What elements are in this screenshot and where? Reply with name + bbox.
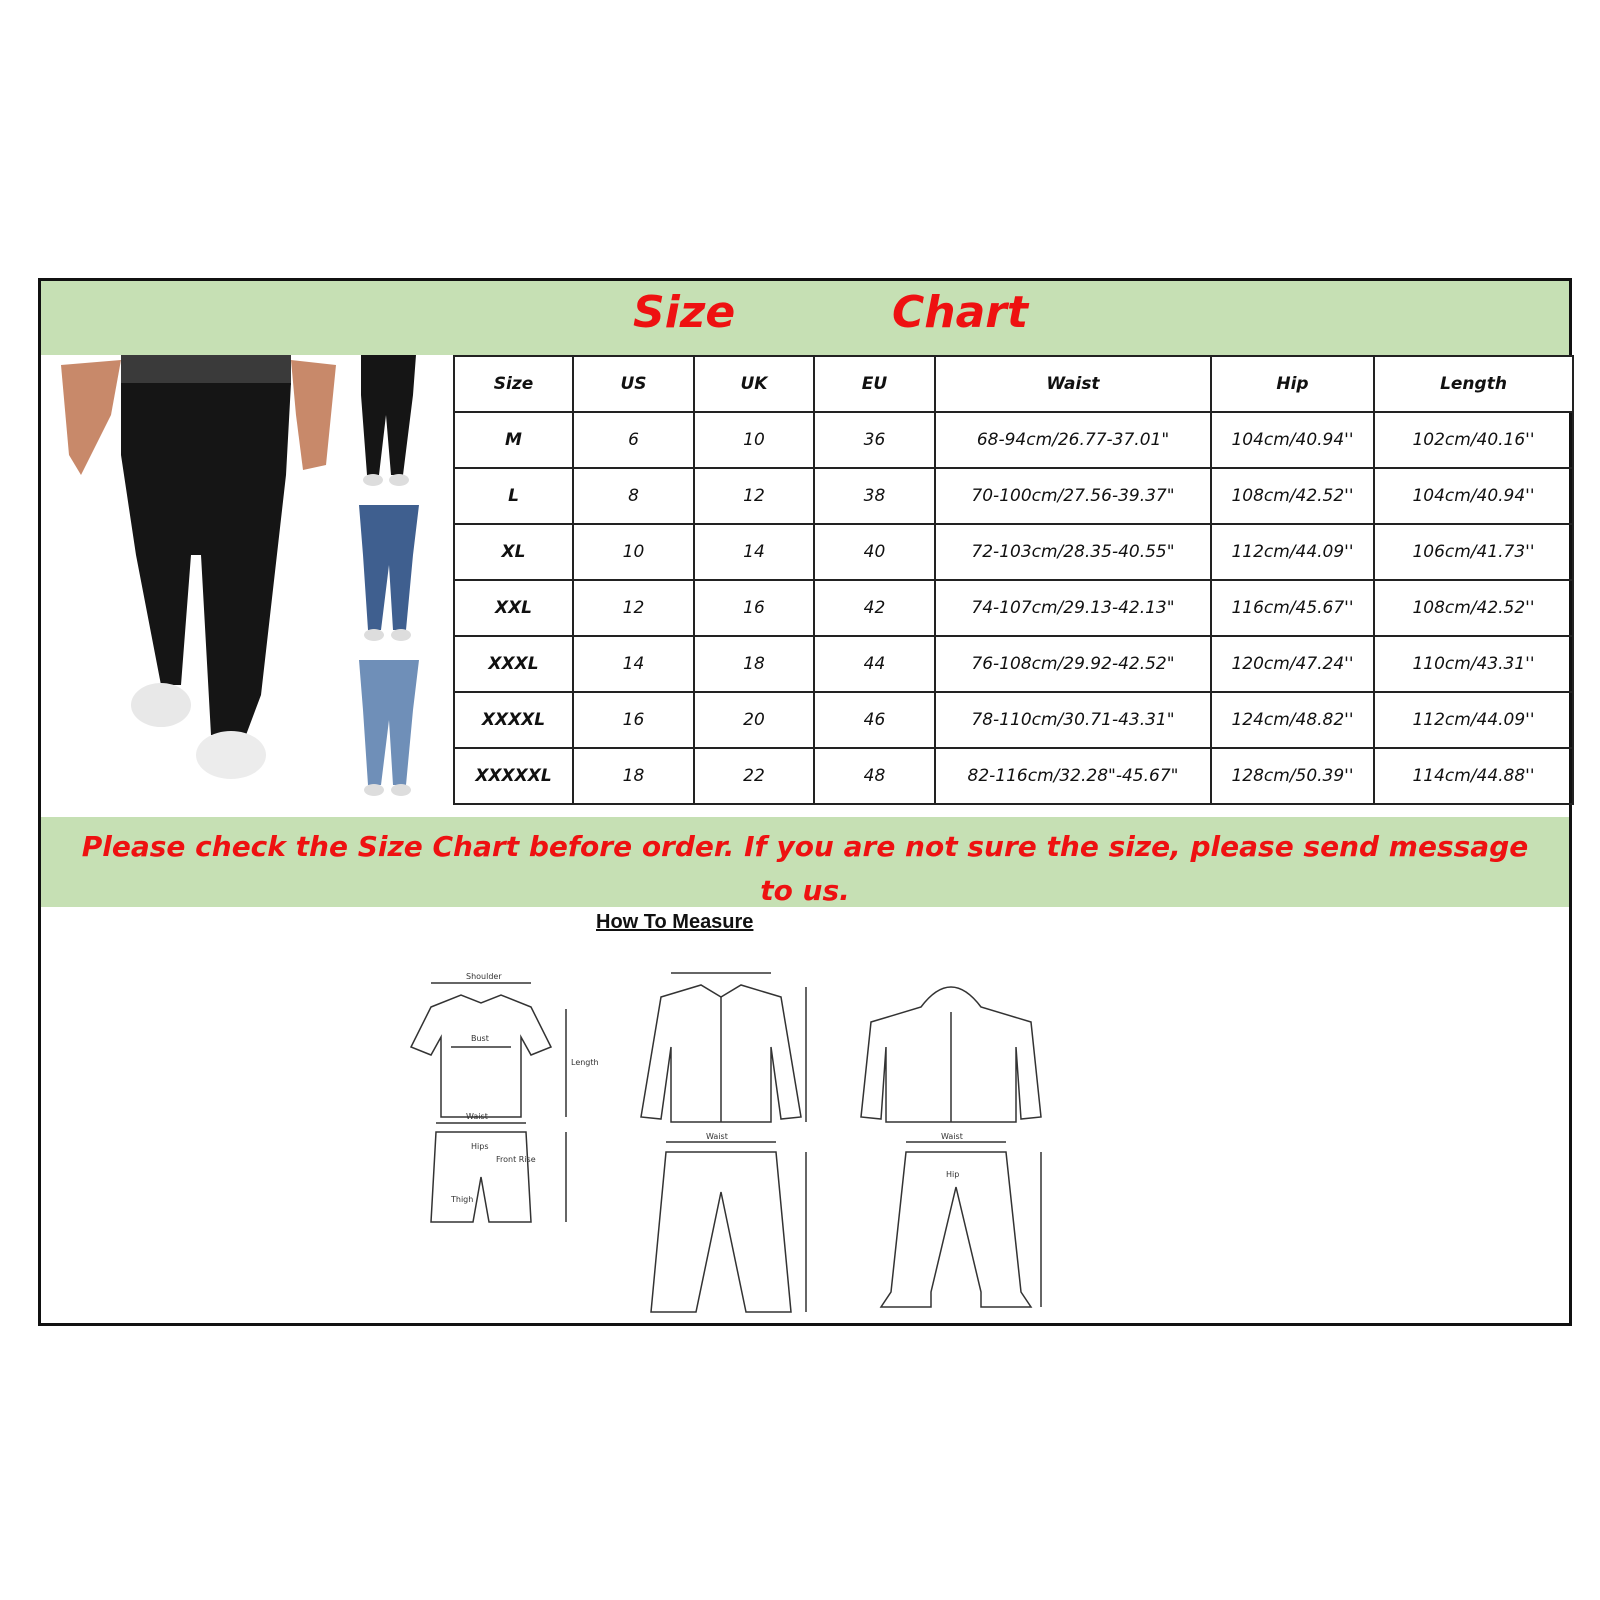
shoe-left — [131, 683, 191, 727]
shoe-right — [196, 731, 266, 779]
cell-waist: 72-103cm/28.35-40.55" — [935, 524, 1211, 580]
cell-hip: 108cm/42.52'' — [1211, 468, 1374, 524]
cell-us: 8 — [573, 468, 694, 524]
cell-length: 104cm/40.94'' — [1374, 468, 1573, 524]
label-front-rise: Front Rise — [496, 1155, 536, 1164]
cell-uk: 14 — [694, 524, 814, 580]
cell-length: 112cm/44.09'' — [1374, 692, 1573, 748]
cell-size: L — [454, 468, 573, 524]
size-chart-frame — [38, 278, 1572, 1326]
label-thigh: Thigh — [451, 1195, 474, 1204]
cell-waist: 68-94cm/26.77-37.01" — [935, 412, 1211, 468]
title-chart: Chart — [892, 287, 1029, 338]
cell-eu: 46 — [814, 692, 935, 748]
header-waist: Waist — [935, 356, 1211, 412]
measure-diagram — [341, 937, 1101, 1325]
cell-eu: 38 — [814, 468, 935, 524]
label-hips: Hips — [471, 1142, 489, 1151]
waistband — [121, 355, 291, 385]
table-row — [454, 748, 1573, 804]
header-us: US — [573, 356, 694, 412]
cell-eu: 44 — [814, 636, 935, 692]
cell-us: 16 — [573, 692, 694, 748]
shorts-icon — [431, 1123, 566, 1222]
light-blue-jeans-thumb — [359, 660, 419, 785]
cell-uk: 20 — [694, 692, 814, 748]
table-row — [454, 412, 1573, 468]
cell-uk: 22 — [694, 748, 814, 804]
label-waist-trousers: Waist — [706, 1132, 728, 1141]
title-size: Size — [633, 287, 736, 338]
cell-hip: 128cm/50.39'' — [1211, 748, 1374, 804]
label-waist-joggers: Waist — [941, 1132, 963, 1141]
cell-size: XL — [454, 524, 573, 580]
table-row — [454, 524, 1573, 580]
header-eu: EU — [814, 356, 935, 412]
shirt-icon — [641, 973, 806, 1122]
table-header-row — [454, 356, 1573, 412]
cell-size: XXL — [454, 580, 573, 636]
cell-size: XXXXL — [454, 692, 573, 748]
cell-hip: 120cm/47.24'' — [1211, 636, 1374, 692]
cell-length: 114cm/44.88'' — [1374, 748, 1573, 804]
tshirt-icon — [411, 983, 566, 1117]
cell-us: 14 — [573, 636, 694, 692]
cell-uk: 12 — [694, 468, 814, 524]
cell-us: 6 — [573, 412, 694, 468]
cell-waist: 76-108cm/29.92-42.52" — [935, 636, 1211, 692]
header-uk: UK — [694, 356, 814, 412]
cell-eu: 42 — [814, 580, 935, 636]
hoodie-icon — [861, 987, 1041, 1122]
header-size: Size — [454, 356, 573, 412]
label-hip: Hip — [946, 1170, 960, 1179]
size-note: Please check the Size Chart before order. If you are not sure the size, please send message to us. — [81, 830, 1529, 907]
blue-jeans-thumb — [359, 505, 419, 630]
jeans-photos-illustration — [41, 355, 443, 817]
cell-length: 108cm/42.52'' — [1374, 580, 1573, 636]
cell-length: 110cm/43.31'' — [1374, 636, 1573, 692]
cell-hip: 104cm/40.94'' — [1211, 412, 1374, 468]
cell-us: 10 — [573, 524, 694, 580]
table-row — [454, 468, 1573, 524]
label-bust: Bust — [471, 1034, 489, 1043]
size-table — [453, 355, 1574, 805]
cell-size: XXXXXL — [454, 748, 573, 804]
cell-us: 12 — [573, 580, 694, 636]
cell-uk: 18 — [694, 636, 814, 692]
cell-length: 102cm/40.16'' — [1374, 412, 1573, 468]
title-band — [41, 281, 1569, 355]
black-jeans-thumb — [361, 355, 416, 475]
note-band — [41, 817, 1569, 907]
table-row — [454, 692, 1573, 748]
cell-uk: 10 — [694, 412, 814, 468]
cell-waist: 78-110cm/30.71-43.31" — [935, 692, 1211, 748]
trousers-icon — [651, 1142, 806, 1312]
table-row — [454, 580, 1573, 636]
cell-hip: 124cm/48.82'' — [1211, 692, 1374, 748]
label-shoulder: Shoulder — [466, 972, 502, 981]
joggers-icon — [881, 1142, 1041, 1307]
cell-size: M — [454, 412, 573, 468]
cell-us: 18 — [573, 748, 694, 804]
cell-hip: 112cm/44.09'' — [1211, 524, 1374, 580]
how-to-measure — [41, 907, 1569, 1323]
cell-uk: 16 — [694, 580, 814, 636]
cell-hip: 116cm/45.67'' — [1211, 580, 1374, 636]
cell-eu: 36 — [814, 412, 935, 468]
cell-waist: 74-107cm/29.13-42.13" — [935, 580, 1211, 636]
header-hip: Hip — [1211, 356, 1374, 412]
cell-eu: 48 — [814, 748, 935, 804]
measure-title: How To Measure — [596, 911, 754, 933]
cell-size: XXXL — [454, 636, 573, 692]
cell-waist: 82-116cm/32.28"-45.67" — [935, 748, 1211, 804]
cell-waist: 70-100cm/27.56-39.37" — [935, 468, 1211, 524]
table-row — [454, 636, 1573, 692]
header-length: Length — [1374, 356, 1573, 412]
cell-length: 106cm/41.73'' — [1374, 524, 1573, 580]
label-waist: Waist — [466, 1112, 488, 1121]
product-photos — [41, 355, 443, 817]
label-length: Length — [571, 1058, 599, 1067]
cell-eu: 40 — [814, 524, 935, 580]
